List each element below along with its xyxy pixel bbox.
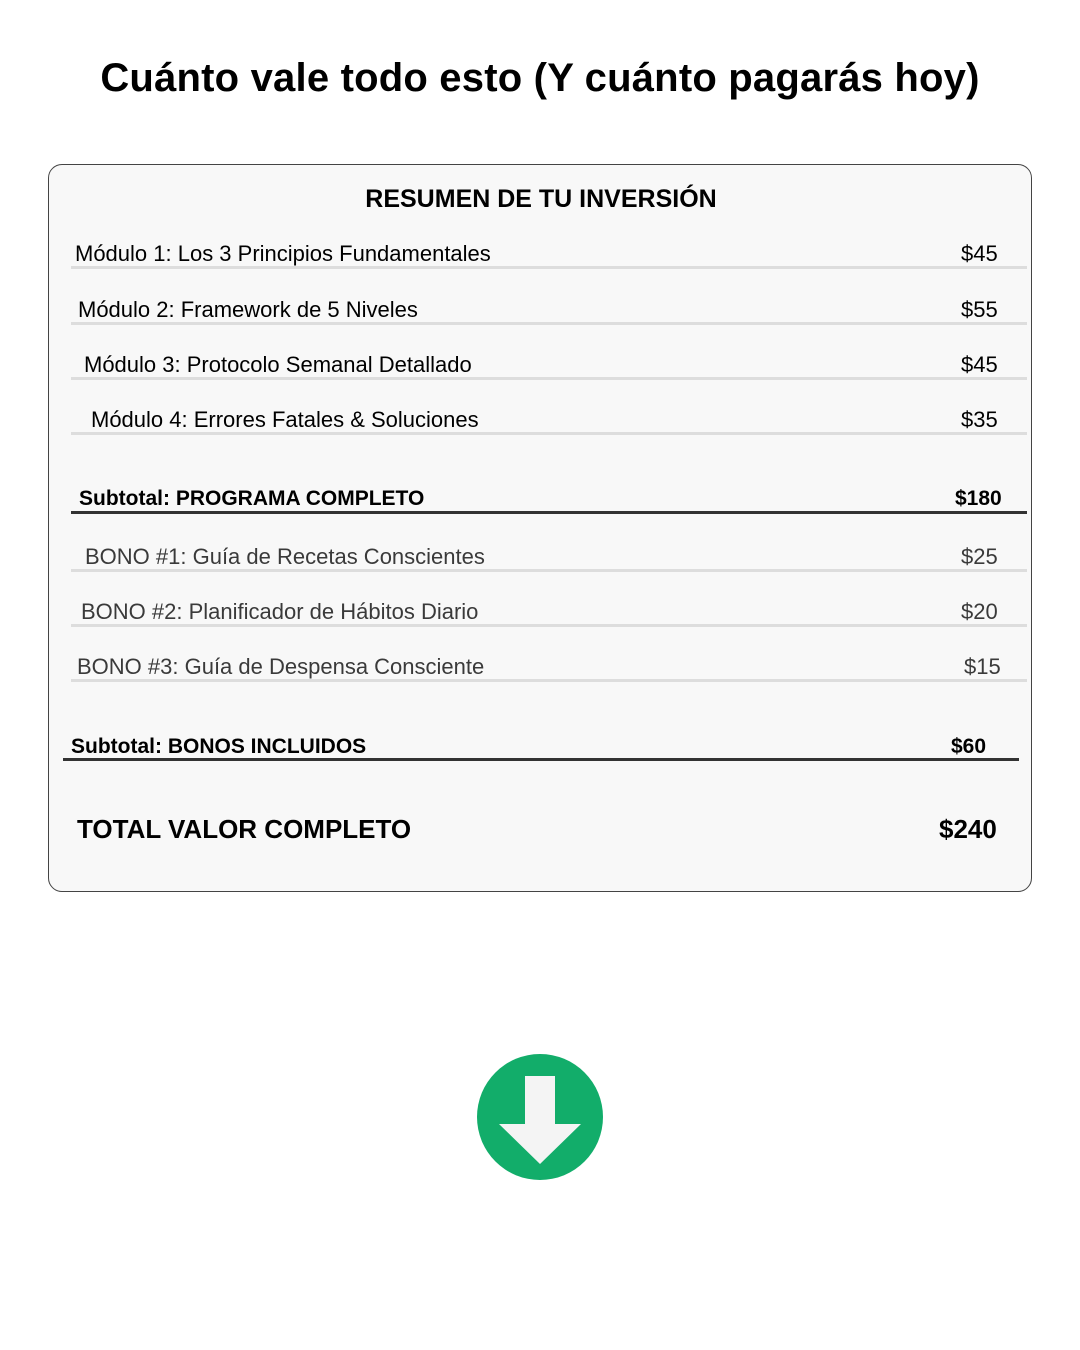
item-label: Módulo 1: Los 3 Principios Fundamentales [75,241,491,266]
item-label: BONO #2: Planificador de Hábitos Diario [81,599,479,624]
subtotal-label: Subtotal: BONOS INCLUIDOS [71,735,367,758]
subtotal-price: $60 [951,735,987,758]
item-price: $45 [961,352,998,377]
divider [71,679,1027,682]
investment-summary-card [48,164,1032,892]
divider [71,266,1027,269]
summary-title: RESUMEN DE TU INVERSIÓN [365,185,717,213]
item-label: Módulo 4: Errores Fatales & Soluciones [91,407,479,432]
subtotal-label: Subtotal: PROGRAMA COMPLETO [79,487,425,510]
divider [71,377,1027,380]
arrow-down-icon [477,1054,603,1180]
divider [71,624,1027,627]
item-price: $20 [961,599,998,624]
item-price: $55 [961,297,998,322]
total-price: $240 [939,814,997,844]
divider-dark [71,511,1027,514]
item-label: Módulo 2: Framework de 5 Niveles [78,297,418,322]
item-price: $35 [961,407,998,432]
divider [71,432,1027,435]
item-price: $45 [961,241,998,266]
total-label: TOTAL VALOR COMPLETO [77,814,412,844]
divider [71,569,1027,572]
item-price: $25 [961,544,998,569]
divider [71,322,1027,325]
item-label: BONO #1: Guía de Recetas Conscientes [85,544,485,569]
page-title: Cuánto vale todo esto (Y cuánto pagarás hoy) [100,56,980,100]
item-price: $15 [964,654,1001,679]
subtotal-price: $180 [955,487,1002,510]
divider-dark [63,758,1019,761]
item-label: BONO #3: Guía de Despensa Consciente [77,654,485,679]
item-label: Módulo 3: Protocolo Semanal Detallado [84,352,472,377]
arrow-down-circle-icon[interactable] [477,1054,603,1180]
